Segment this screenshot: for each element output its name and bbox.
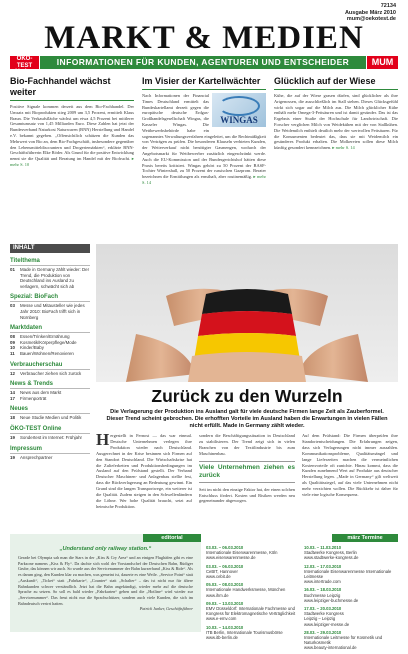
event-item: 10.03. – 11.03.2010 Stadtwerke Kongress, Berlin www.stadtwerke-kongress.de bbox=[304, 545, 359, 561]
lead-column-2: sondern die Beschäftigungssituation in Deutschland zu stabilisieren. Der Trend zeigt sich in vielen Branchen von der Textilindustrie bis zum Maschinenbau. Viele Unternehmen ziehen es zurück Seit im nicht den einzige Faktor hat, der einen solchen Entschluss fördert. Kosten und Risiken werden neu gegeneinander abgewogen. bbox=[199, 433, 295, 504]
editorial-signature: Patrick Junker, Geschäftsführer bbox=[139, 606, 193, 612]
toc-entry[interactable]: 09 Kosmetik/Körperpflege/Mode bbox=[10, 339, 77, 345]
toc-entry[interactable]: 11 Bauen/Wohnen/Renovieren bbox=[10, 350, 74, 356]
toc-header: INHALT bbox=[10, 244, 90, 253]
story-more-link[interactable]: ▸ mehr S. 14 bbox=[332, 145, 355, 151]
event-item: 03.03. – 06.03.2010 CeBIT, Hannover www.cebit.de bbox=[206, 563, 244, 580]
issue-contact[interactable]: mum@oekotest.de bbox=[346, 16, 396, 22]
lead-dropcap: H bbox=[96, 430, 110, 449]
termine-tab: märz Termine bbox=[332, 534, 398, 542]
toc-section-title[interactable]: ÖKO-TEST Online bbox=[10, 426, 90, 434]
story-headline: Im Visier der Kartellwächter bbox=[142, 76, 266, 90]
lead-column-1: Hergestellt in Fernost — das war einmal. Deutsche Unternehmen verlegen ihre Produktion wieder nach Deutschland. Ausgerechnet in der Krise besinnen sich Firmen auf den Standort Deutschland. Die Wirtschaftskrise hat die Zulieferketten und Produktionsbedingungen im Ausland auf den Prüfstand gestellt. Der Verband Deutscher Maschinen- und Anlagenbau stellte fest, dass die Rückverlagerung an Bedeutung gewinnt. Ein Grund sind die langen Transportwege, ein weiterer ist die Qualität. Zudem steigen in den Schwellenländern die Löhne. Wer hohe Qualität braucht, setzt auf heimische Produktion. bbox=[96, 430, 192, 509]
masthead-title: MARKT & MEDIEN bbox=[44, 20, 364, 56]
editorial-box bbox=[10, 534, 201, 632]
mum-logo: MUM bbox=[367, 56, 398, 69]
story-more-link[interactable]: ▸ mehr S. 14 bbox=[142, 174, 267, 185]
toc-entry[interactable]: 01 Made in Germany zählt wieder: Der Trend, die Produktion von Deutschland ins Ausland zu verlagern, schwächt sich ab bbox=[10, 267, 90, 289]
event-item: 17.03. – 20.03.2010 Stadtwerke Kongress Leipzig – Leipzig www.leipziger-messe.de bbox=[304, 606, 350, 627]
issue-number: 72134 bbox=[380, 3, 396, 9]
toc-entry[interactable]: 08 Essen/Trinken/Ernährung bbox=[10, 334, 70, 340]
editorial-quote: „Understand only railway station.“ bbox=[59, 546, 152, 552]
termine-column-right bbox=[304, 545, 398, 654]
event-item: 16.03. – 18.03.2010 Buchmesse Leipzig www.leipziger-buchmesse.de bbox=[304, 587, 359, 603]
toc-entry[interactable]: 18 Neue Studie Medien und Politik bbox=[10, 415, 82, 421]
story-more-link[interactable]: ▸ mehr S. 10 bbox=[10, 156, 134, 167]
termine-column-left bbox=[206, 545, 300, 654]
editorial-body: Gerade bei Olympia sah man die Stars in der „Kiss & Cry Area“ und an einigen Flughäfen gibt es eine Parkzone namens „Kiss & Fly“. Da dachte sich wohl der Vorstandschef der Deutschen Bahn, Rüdiger Grube, das können wir auch. So wurde aus der Servicenummer der Bahn kurzerhand „Kiss & Ride“. Als es darum ging, den Kunden klar zu machen, was gemeint ist, dauerte es eine Weile. „Service Point“ statt „Auskunft“, „Ticket“ statt „Fahrkarte“, „Counter“ statt „Schalter“ – das ist nicht nur für ältere Bahnkunden schwer verständlich. Jetzt hat die Bahn angekündigt, wieder mehr auf die deutsche Sprache zu setzen. So soll es bald wieder „Fahrkarten“ geben und die „Hotline“ wird wieder zur „Servicenummer“. Das freut nicht nur die Sprachschützer, sondern auch viele Kunden, die sich im Bahndeutsch verirrt hatten. Patrick Junker, Geschäftsführer bbox=[18, 555, 194, 612]
event-item: 03.03. – 06.03.2010 Internationale Eisenwarenmesse, Köln www.eisenwarenmesse.de bbox=[206, 545, 278, 561]
toc-section-title[interactable]: Marktdaten bbox=[10, 325, 90, 333]
toc-entry[interactable]: 12 Verbraucher ziehen sich zurück bbox=[10, 370, 82, 376]
lead-column-3: Auf dem Prüfstand: Die Firmen überprüfen ihre Standortentscheidungen. Die Erfahrungen zeigen, dass sich Verlagerungen nicht immer auszahlen. Kommunikationsprobleme, Qualitätsmängel und lange Lieferzeiten machen die vermeintlichen Kostenvorteile oft zunichte. Hinzu kommt, dass die Kunden zunehmend Wert auf Produkte aus deutscher Herstellung legen. „Made in Germany“ gilt weltweit als Qualitätssiegel, auf das viele Unternehmen nicht mehr verzichten wollen. Die Rückkehr ist daher für viele eine logische Konsequenz. bbox=[302, 433, 398, 498]
event-item: 28.03. – 29.03.2010 Internationale Leitmesse für Kosmetik und Naturkosmetik www.beauty-international.de bbox=[304, 629, 383, 651]
event-item: 10.03. – 14.03.2010 ITB Berlin, Internationale Tourismusbörse www.itb-berlin.de bbox=[206, 624, 283, 641]
toc-section-title[interactable]: Impressum bbox=[10, 446, 90, 454]
story-biofachhandel bbox=[10, 76, 134, 216]
issue-edition: Ausgabe März 2010 bbox=[344, 9, 396, 16]
toc-entry[interactable]: 10 Kinder/Baby bbox=[10, 345, 44, 351]
story-text: Positive Signale kommen derzeit aus dem Bio-Fachhandel. Der Umsatz mit Bioprodukten stieg 2009 um 3,5 Prozent, ermittelt Klaus Braun. Die Verkaufsfläche wächst um etwa 4,5 Prozent bei mittlerer Gesamtumsatz von 1,45 Milliarden Euro. Diese Zahlen hat jetzt der Bundesverband Naturkost Naturwaren (BNN) Herstellung und Handel e.V. bekannt gegeben. „Offensichtlich schätzen die Kunden das Mehrwert von Bio an, dem Bio-Fachgeschäft, insbesondere gegenüber den Lebensmitteldiscountern und Drogeriemärkten“, erklärte BNN-Geschäftsführerin Elke Röder. Als Grund für die positive Entwicklung nennt sie die Qualität und Beratung im Handel mit der Biofrucht. bbox=[10, 104, 134, 162]
oekotest-logo: ÖKO-TEST Verlag bbox=[10, 56, 39, 69]
toc-entry[interactable]: 19 Ansprechpartner bbox=[10, 454, 53, 460]
story-text: Kühe, die auf der Wiese grasen dürfen, sind glücklicher als ihre Artgenossen, die ausschließlich im Stall stehen. Dieses Glücksgefühl wirkt sich sogar auf die Milch aus. Die Milch glücklicher Kühe enthält mehr Omega-3-Fettsäuren und ist damit gesünder. Das ist das Ergebnis einer Studie der Hochschule für Landwirtschaft. Die Forscher verglichen Milch von Weidekühen mit der von Stallkühen. Die Weidemilch enthielt deutlich mehr der wertvollen Fettsäuren. Für die Konsumenten bedeutet das, dass sie mit Weidemilch ein gesünderes Produkt erhalten. Die Molkereien sollen diese Milch künftig gesondert kennzeichnen. bbox=[274, 93, 398, 151]
toc-section-title[interactable]: News & Trends bbox=[10, 381, 90, 389]
story-wiese bbox=[274, 76, 398, 216]
toc-section-title[interactable]: Verbraucherschau bbox=[10, 362, 90, 370]
wingas-logo-image: WINGAS bbox=[212, 93, 266, 127]
lead-photo-flag-hands bbox=[96, 244, 398, 382]
story-headline: Bio-Fachhandel wächst weiter bbox=[10, 76, 134, 101]
toc-entry[interactable]: 03 Messe und Mitausteller wie jedes Jahr 2010: BioFach trifft sich in Nürnberg bbox=[10, 303, 85, 320]
toc-section-title[interactable]: Spezial: BioFach bbox=[10, 294, 90, 302]
event-item: 12.03. – 17.03.2010 Internationale Eisenwarenmesse Internationale Leitmesse www.intertrade.com bbox=[304, 563, 392, 585]
toc-entry[interactable]: 19 Sondertest im Internet: Frühjahr bbox=[10, 434, 82, 440]
lead-deck: Die Verlagerung der Produktion ins Ausland galt für viele deutsche Firmen lange Zeit als Zauberformel. Dieser Trend scheint gebrochen. Die erhofften Vorteile im Ausland haben die Erwartungen in vielen Fällen nicht erfüllt. Made in Germany zählt wieder. bbox=[106, 409, 388, 430]
toc-entry[interactable]: 17 Firmenporträt bbox=[10, 395, 47, 401]
editorial-tab: editorial bbox=[143, 534, 201, 542]
story-headline: Glücklich auf der Wiese bbox=[274, 76, 398, 90]
lead-headline: Zurück zu den Wurzeln bbox=[151, 386, 343, 406]
lead-pullquote: Viele Unternehmen ziehen es zurück bbox=[199, 461, 295, 483]
masthead-tagline: INFORMATIONEN FÜR KUNDEN, AGENTUREN UND ENTSCHEIDER bbox=[40, 56, 366, 69]
event-item: 09.03. – 13.03.2010 EMV Düsseldorf: Internationale Fachmesse und Kongress für Elektromagnetische Verträglichkeit www.e-emv.com bbox=[206, 600, 296, 622]
story-text: Nach Informationen der Financial Times Deutschland ermittelt das Bundeskartellamt derzeit gegen die europäische deutsche Erdgas-Großhandelsgesellschaft Wingas, die Kasseler Wingas. Die Wettbewerbsbehörde habe ein sogenanntes Verwaltungsverfahren eingeleitet, um die Rechtmäßigkeit von Verträgen zu prüfen. Die besonderen Klauseln verbieten Kunden, der Weiterverkauf nicht benötigter Gasmengen, wodurch der Angebotsmarkt für Wettbewerber zusätzlich eingeschränkt werde. Auch die EU-Kommission und der Bundesgerichtshof hätten diese Praxis bereits kritisiert. Wingas gehört zu 50 Prozent der BASF-Tochter Wintershall, zu 50 Prozent der russischen Gazprom. Berater bezeichnen die Ermittlungen als ernsthaft, aber routinemäßig. bbox=[142, 93, 266, 180]
toc-section-title[interactable]: Titelthema bbox=[10, 258, 90, 266]
masthead-bar bbox=[10, 56, 398, 75]
story-kartell bbox=[142, 76, 266, 216]
toc-section-title[interactable]: Neues bbox=[10, 406, 90, 414]
event-calendar bbox=[206, 534, 398, 651]
toc-entry[interactable]: 14 News aus dem Markt bbox=[10, 390, 62, 396]
event-item: 05.03. – 08.03.2010 Internationale Handwerksmesse, München www.ihm.de bbox=[206, 582, 286, 598]
